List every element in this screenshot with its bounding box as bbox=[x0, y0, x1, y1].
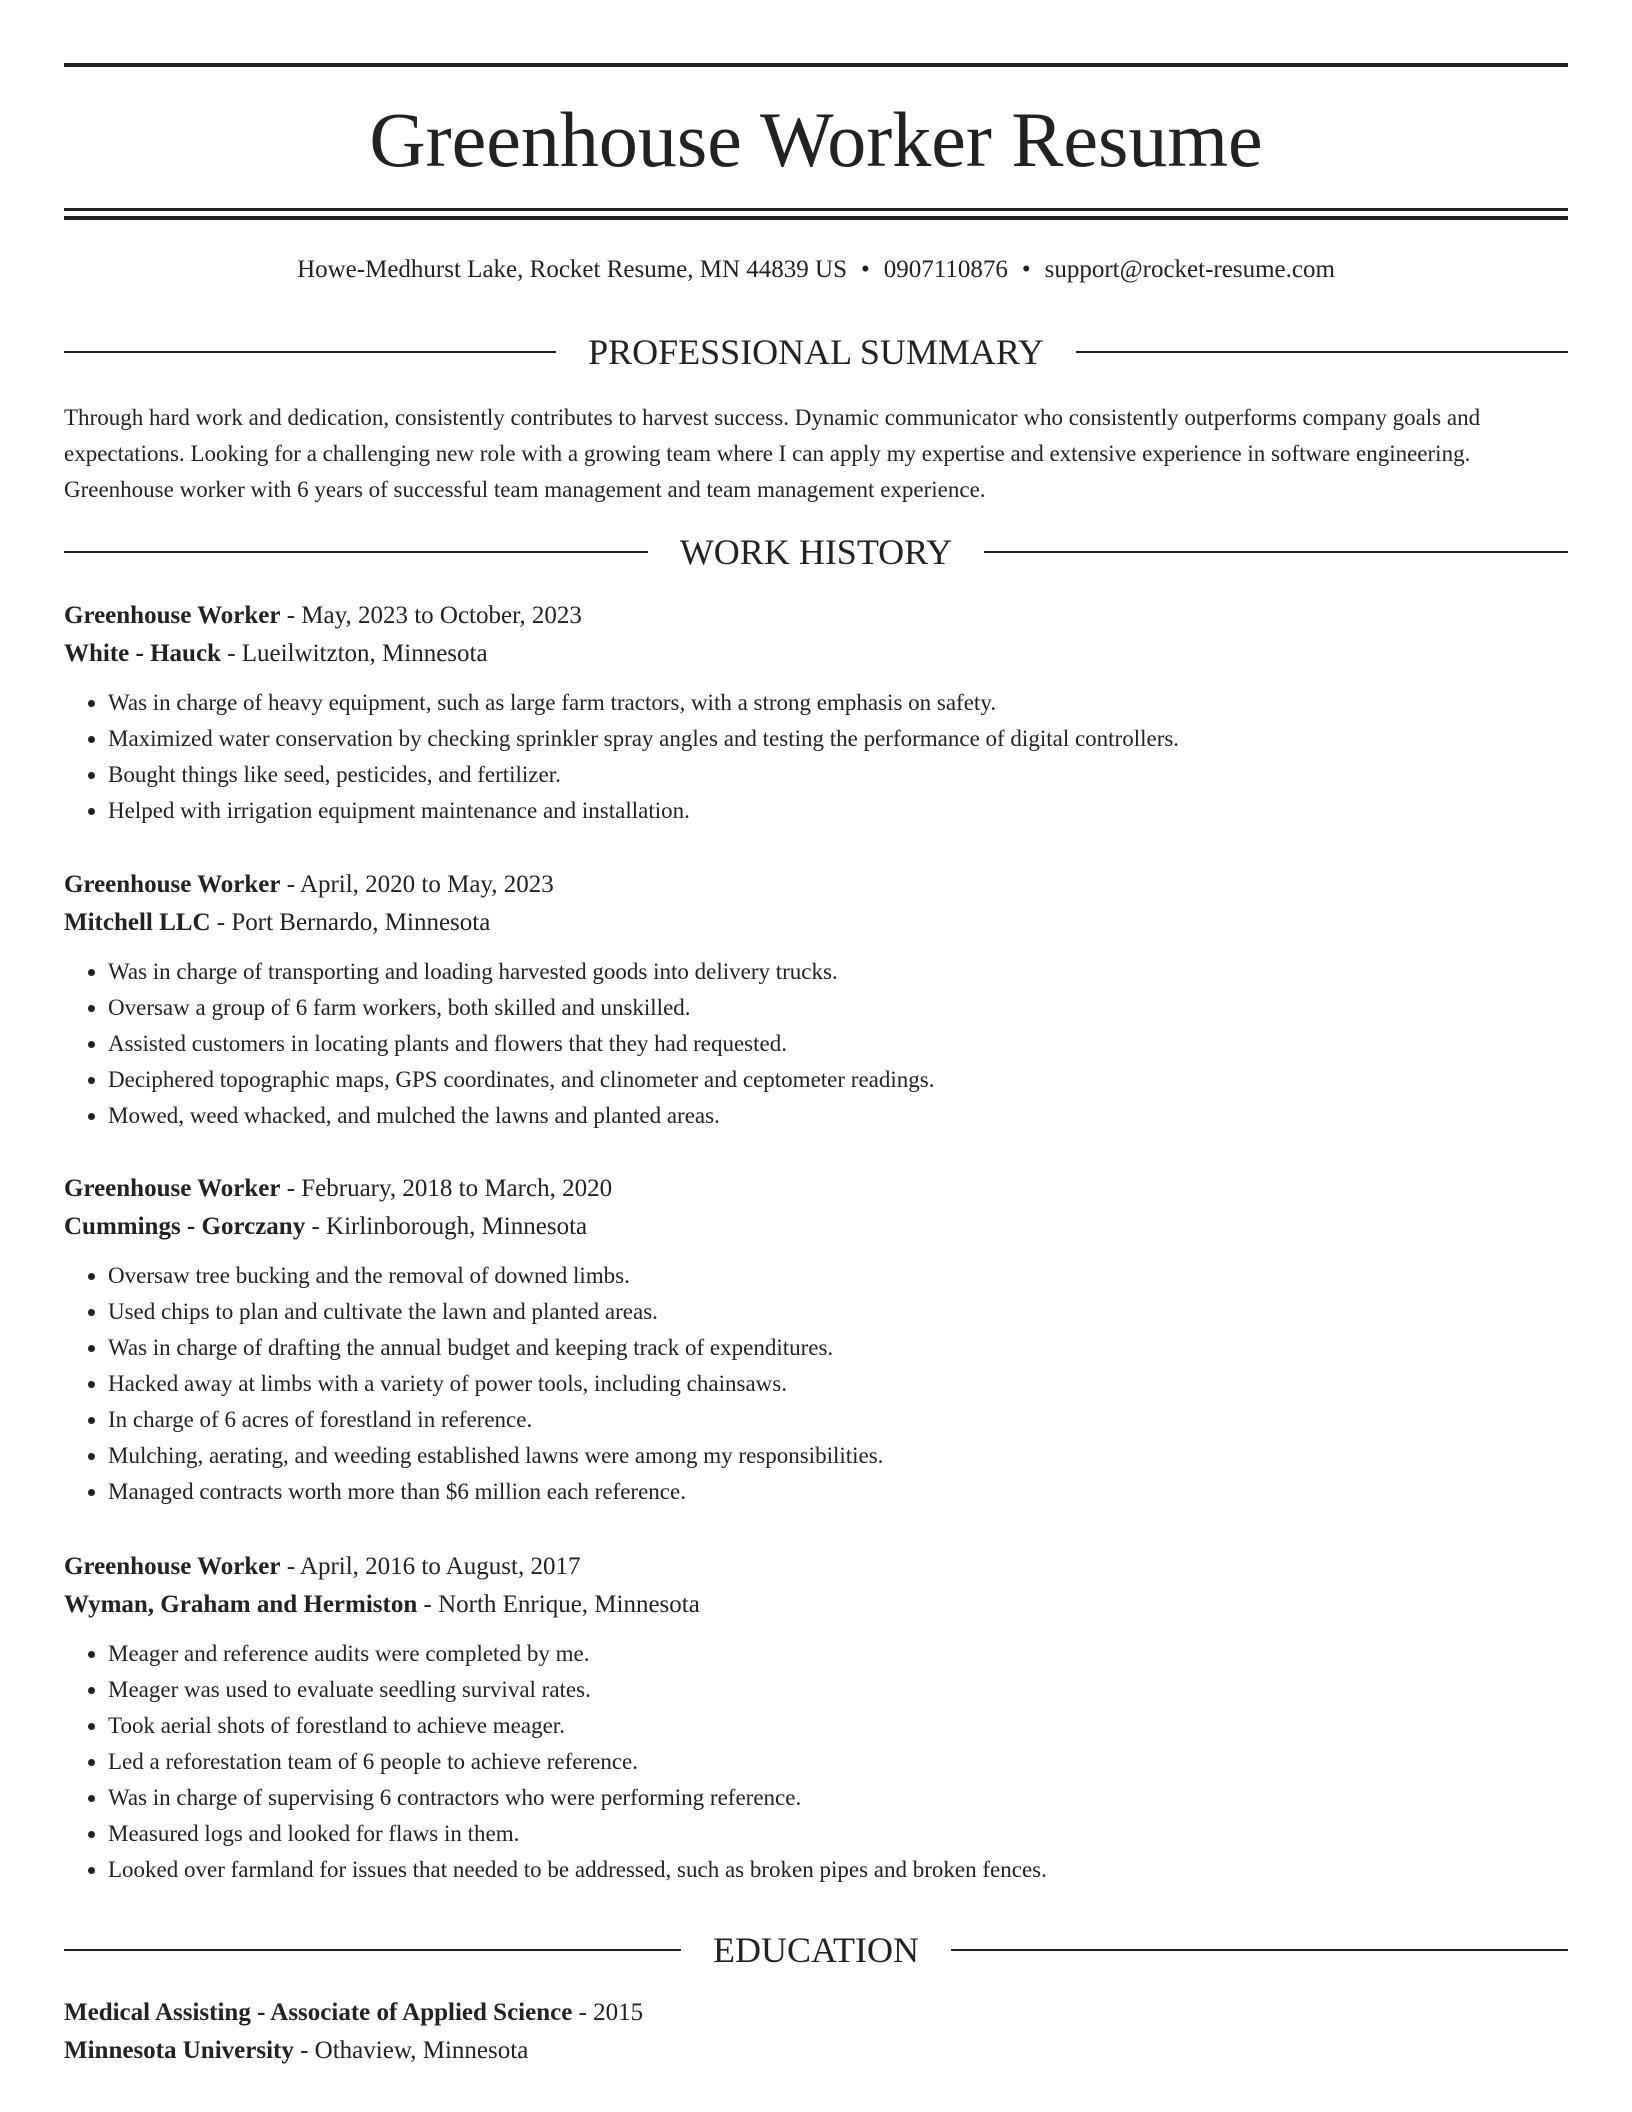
job-bullets bbox=[64, 1636, 1568, 1888]
summary-heading-label: PROFESSIONAL SUMMARY bbox=[588, 332, 1044, 372]
contact-email[interactable]: support@rocket-resume.com bbox=[1044, 256, 1335, 283]
job-bullet: • Meager and reference audits were completed by me. bbox=[108, 1636, 1568, 1672]
education-heading-label: EDUCATION bbox=[713, 1930, 919, 1970]
resume-title: Greenhouse Worker Resume bbox=[369, 96, 1263, 183]
job-company-line bbox=[64, 1586, 1568, 1624]
heading-rule-left bbox=[64, 551, 648, 553]
job-company-line bbox=[64, 904, 1568, 942]
education-heading bbox=[64, 1928, 1568, 1972]
title-rule-lower bbox=[64, 216, 1568, 220]
job-bullet: • Looked over farmland for issues that needed to be addressed, such as broken pipes and broken fences. bbox=[108, 1852, 1568, 1888]
job-bullet: • Was in charge of transporting and loading harvested goods into delivery trucks. bbox=[108, 954, 1568, 990]
job-title-line bbox=[64, 1548, 1568, 1586]
work-history-heading-label: WORK HISTORY bbox=[679, 532, 953, 572]
job-bullet: • Oversaw tree bucking and the removal of downed limbs. bbox=[108, 1258, 1568, 1294]
job-entry bbox=[64, 1170, 1568, 1510]
heading-rule-left bbox=[64, 351, 556, 353]
job-bullet: • Led a reforestation team of 6 people to achieve reference. bbox=[108, 1744, 1568, 1780]
job-dates: - May, 2023 to October, 2023 bbox=[280, 602, 582, 629]
job-bullet: • Was in charge of supervising 6 contractors who were performing reference. bbox=[108, 1780, 1568, 1816]
heading-rule-right bbox=[984, 551, 1568, 553]
job-entry bbox=[64, 1548, 1568, 1888]
contact-phone: 0907110876 bbox=[883, 256, 1008, 283]
job-bullet: • Was in charge of drafting the annual budget and keeping track of expenditures. bbox=[108, 1330, 1568, 1366]
job-bullet: • Used chips to plan and cultivate the lawn and planted areas. bbox=[108, 1294, 1568, 1330]
job-dates: - April, 2016 to August, 2017 bbox=[280, 1553, 581, 1580]
title-rule-upper bbox=[64, 208, 1568, 211]
contact-line bbox=[64, 254, 1568, 286]
job-entry bbox=[64, 866, 1568, 1134]
heading-rule-right bbox=[951, 1949, 1568, 1951]
job-bullets bbox=[64, 685, 1568, 829]
job-location: - Port Bernardo, Minnesota bbox=[210, 909, 491, 936]
education-degree: Medical Assisting - Associate of Applied Science bbox=[64, 1999, 573, 2026]
summary-text: Through hard work and dedication, consistently contributes to harvest success. Dynamic communicator who consistently outperforms company goals and expectations. Looking for a challenging new role with a growing team where I can apply my expertise and extensive experience in software engineering. Greenhouse worker with 6 years of successful team management and team management experience. bbox=[64, 405, 1481, 502]
job-title: Greenhouse Worker bbox=[64, 871, 281, 898]
job-bullet: • Measured logs and looked for flaws in them. bbox=[108, 1816, 1568, 1852]
job-title-line bbox=[64, 866, 1568, 904]
summary-heading bbox=[64, 330, 1568, 374]
job-company: Mitchell LLC bbox=[64, 909, 211, 936]
education-degree-line bbox=[64, 1994, 1568, 2032]
contact-address: Howe-Medhurst Lake, Rocket Resume, MN 44839 US bbox=[297, 256, 847, 283]
heading-rule-right bbox=[1076, 351, 1568, 353]
contact-separator: • bbox=[861, 256, 870, 283]
job-bullet: • Mulching, aerating, and weeding established lawns were among my responsibilities. bbox=[108, 1438, 1568, 1474]
job-company-line bbox=[64, 1208, 1568, 1246]
work-history-heading bbox=[64, 530, 1568, 574]
education-entry bbox=[64, 1994, 1568, 2070]
job-bullet: • Was in charge of heavy equipment, such as large farm tractors, with a strong emphasis on safety. bbox=[108, 685, 1568, 721]
job-bullet: • Managed contracts worth more than $6 million each reference. bbox=[108, 1474, 1568, 1510]
job-bullet: • Oversaw a group of 6 farm workers, both skilled and unskilled. bbox=[108, 990, 1568, 1026]
education-year: - 2015 bbox=[572, 1999, 644, 2026]
contact-separator: • bbox=[1021, 256, 1031, 283]
job-entry bbox=[64, 597, 1568, 829]
job-bullet: • Hacked away at limbs with a variety of power tools, including chainsaws. bbox=[108, 1366, 1568, 1402]
education-school-line bbox=[64, 2032, 1568, 2070]
job-bullet: • Deciphered topographic maps, GPS coordinates, and clinometer and ceptometer readings. bbox=[108, 1062, 1568, 1098]
job-bullet: • Meager was used to evaluate seedling survival rates. bbox=[108, 1672, 1568, 1708]
job-bullet: • In charge of 6 acres of forestland in reference. bbox=[108, 1402, 1568, 1438]
job-dates: - February, 2018 to March, 2020 bbox=[280, 1175, 613, 1202]
job-company: White - Hauck bbox=[64, 640, 221, 667]
job-bullets bbox=[64, 1258, 1568, 1510]
education-school: Minnesota University bbox=[64, 2037, 294, 2064]
top-rule bbox=[64, 63, 1568, 67]
heading-rule-left bbox=[64, 1949, 681, 1951]
job-location: - Kirlinborough, Minnesota bbox=[305, 1213, 588, 1240]
job-title: Greenhouse Worker bbox=[64, 1553, 281, 1580]
job-bullet: • Assisted customers in locating plants and flowers that they had requested. bbox=[108, 1026, 1568, 1062]
job-title: Greenhouse Worker bbox=[64, 602, 281, 629]
education-location: - Othaview, Minnesota bbox=[293, 2037, 529, 2064]
job-bullets bbox=[64, 954, 1568, 1134]
job-title: Greenhouse Worker bbox=[64, 1175, 281, 1202]
job-bullet: • Helped with irrigation equipment maintenance and installation. bbox=[108, 793, 1568, 829]
job-company: Cummings - Gorczany bbox=[64, 1213, 306, 1240]
job-title-line bbox=[64, 597, 1568, 635]
job-bullet: • Took aerial shots of forestland to achieve meager. bbox=[108, 1708, 1568, 1744]
job-company-line bbox=[64, 635, 1568, 673]
job-location: - Lueilwitzton, Minnesota bbox=[220, 640, 488, 667]
job-bullet: • Mowed, weed whacked, and mulched the lawns and planted areas. bbox=[108, 1098, 1568, 1134]
job-title-line bbox=[64, 1170, 1568, 1208]
job-bullet: • Bought things like seed, pesticides, and fertilizer. bbox=[108, 757, 1568, 793]
job-location: - North Enrique, Minnesota bbox=[417, 1591, 700, 1618]
job-dates: - April, 2020 to May, 2023 bbox=[280, 871, 554, 898]
job-bullet: • Maximized water conservation by checking sprinkler spray angles and testing the performance of digital controllers. bbox=[108, 721, 1568, 757]
job-company: Wyman, Graham and Hermiston bbox=[64, 1591, 418, 1618]
